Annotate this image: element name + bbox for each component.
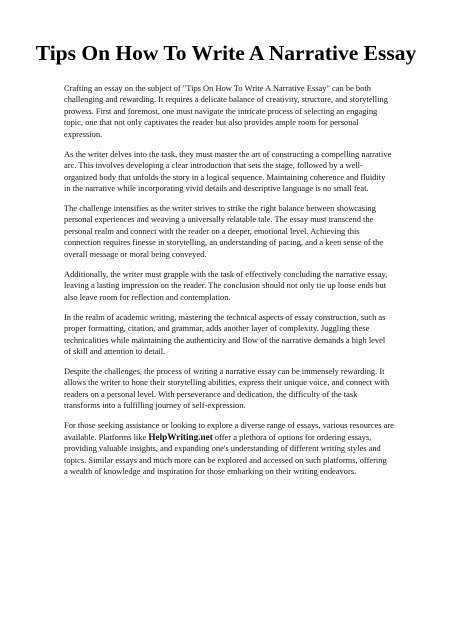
text-line: leaving a lasting impression on the reader. The conclusion should not only tie up loose ends but <box>64 280 387 291</box>
paragraph-1 <box>64 83 424 140</box>
paragraph-2 <box>64 149 424 195</box>
text-line: For those seeking assistance or looking to explore a diverse range of essays, various resources are <box>64 420 394 431</box>
text-line: personal realm and connect with the reader on a deeper, emotional level. Achieving this <box>64 225 360 236</box>
text-line: expression. <box>64 128 103 139</box>
text-line: proper formatting, citation, and grammar, adds another layer of complexity. Juggling these <box>64 323 370 334</box>
helpwriting-brand-name: HelpWriting.net <box>148 431 213 442</box>
text-line: arc. This involves developing a clear introduction that sets the stage, followed by a well- <box>64 160 363 171</box>
paragraph-3 <box>64 203 424 260</box>
text-line: a wealth of knowledge and inspiration for those embarking on their writing endeavors. <box>64 465 357 476</box>
text-line: topic, one that not only captivates the reader but also provides ample room for personal <box>64 117 359 128</box>
text-line: readers on a personal level. With perseverance and dedication, the difficulty of the task <box>64 388 358 399</box>
text-line: organized body that unfolds the story in a logical sequence. Maintaining coherence and fluidity <box>64 171 386 182</box>
text-line: In the realm of academic writing, mastering the technical aspects of essay construction, such as <box>64 311 386 322</box>
text-line: topics. Similar essays and much more can be explored and accessed on such platforms, offering <box>64 454 387 465</box>
paragraph-4 <box>64 269 424 303</box>
text-fragment: available. Platforms like <box>64 431 149 442</box>
paragraph-6 <box>64 366 424 412</box>
text-line: The challenge intensifies as the writer strives to strike the right balance between showcasing <box>64 203 376 214</box>
paragraph-7 <box>64 420 424 477</box>
text-line: prowess. First and foremost, one must navigate the intricate process of selecting an engaging <box>64 105 378 116</box>
text-line: providing valuable insights, and expanding one's understanding of different writing styles and <box>64 443 381 454</box>
text-line: of skill and attention to detail. <box>64 345 166 356</box>
text-line: allows the writer to hone their storytelling abilities, express their unique voice, and connect with <box>64 377 390 388</box>
text-line: challenging and rewarding. It requires a delicate balance of creativity, structure, and storytelling <box>64 94 388 105</box>
text-line: Crafting an essay on the subject of "Tips On How To Write A Narrative Essay" can be both <box>64 83 371 93</box>
text-line: transforms into a fulfilling journey of self-expression. <box>64 400 246 411</box>
text-line: As the writer delves into the task, they must master the art of constructing a compelling narrative <box>64 148 392 159</box>
document-body <box>64 83 424 486</box>
text-line: connection requires finesse in storytelling, an understanding of pacing, and a keen sense of the <box>64 237 384 248</box>
text-line: personal experiences and weaving a universally relatable tale. The essay must transcend the <box>64 214 374 225</box>
text-line: also leave room for reflection and contemplation. <box>64 291 231 302</box>
text-line: Additionally, the writer must grapple with the task of effectively concluding the narrative essay, <box>64 268 388 279</box>
text-fragment: offer a plethora of options for ordering essays, <box>212 431 372 442</box>
document-title: Tips On How To Write A Narrative Essay <box>35 41 417 65</box>
text-line <box>64 432 424 443</box>
text-line: overall message or moral being conveyed. <box>64 248 207 259</box>
paragraph-5 <box>64 312 424 358</box>
text-line: in the narrative while incorporating vivid details and descriptive language is no small feat. <box>64 183 369 194</box>
text-line: technicalities while maintaining the authenticity and flow of the narrative demands a high level <box>64 334 386 345</box>
text-line: Despite the challenges, the process of writing a narrative essay can be immensely rewarding. It <box>64 365 385 376</box>
